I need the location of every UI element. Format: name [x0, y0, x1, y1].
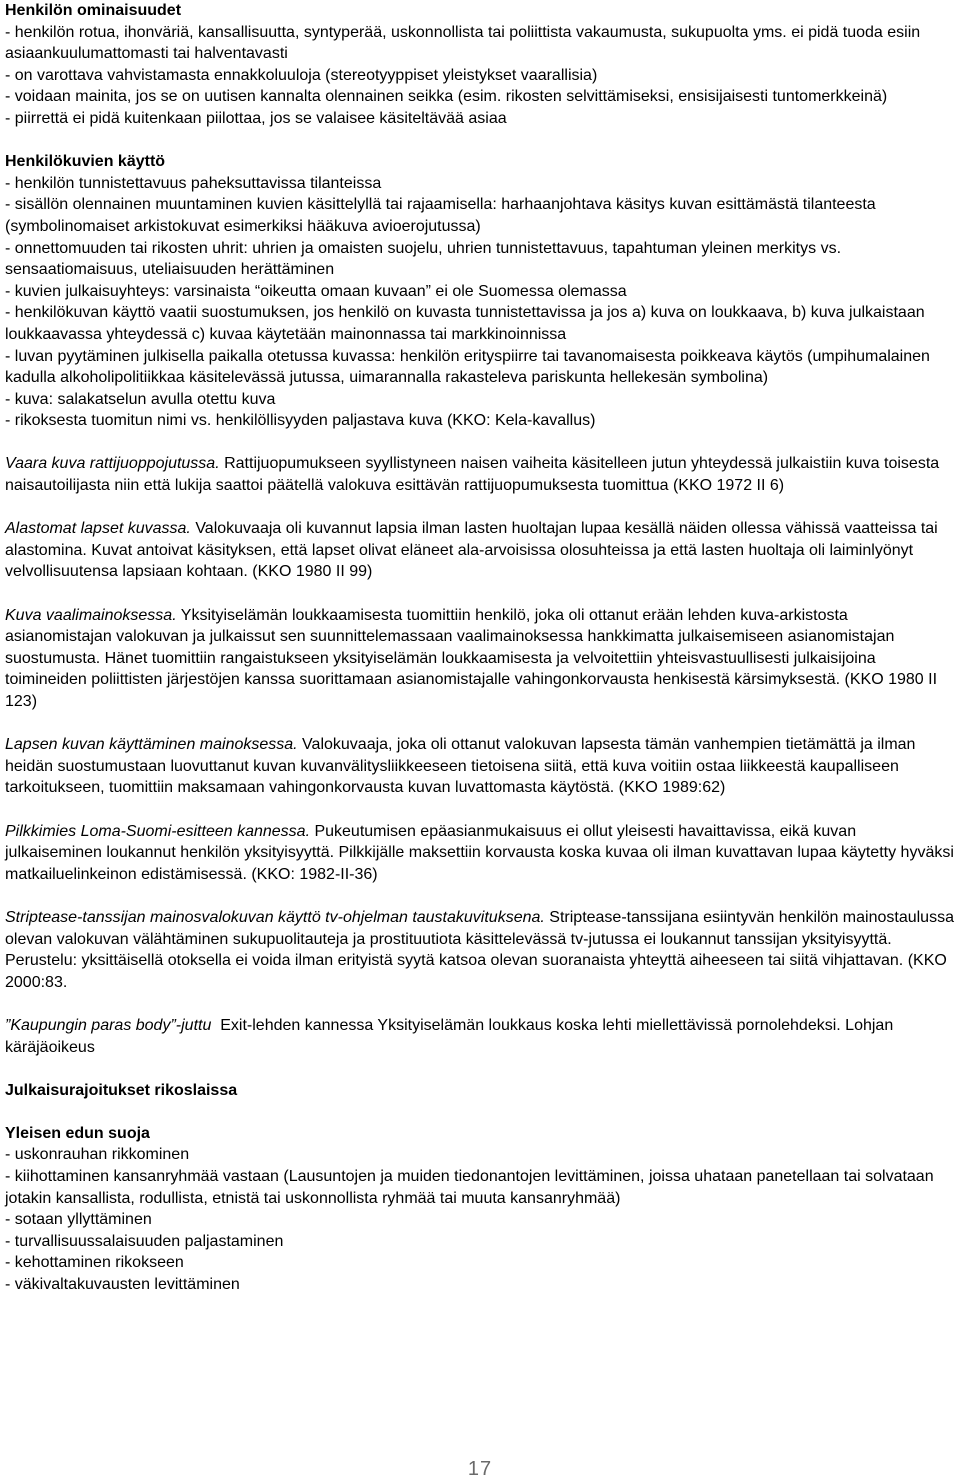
list-item: - onnettomuuden tai rikosten uhrit: uhrien ja omaisten suojelu, uhrien tunnistettavuus, tapahtuman yleinen merkitys vs. sensaatiomaisuus, uteliaisuuden herättäminen: [5, 239, 842, 279]
section-heading: Henkilökuvien käyttö: [5, 153, 166, 171]
section-heading: Henkilön ominaisuudet: [5, 2, 182, 19]
case-title: Lapsen kuvan käyttäminen mainoksessa.: [5, 736, 298, 754]
list-item: - sotaan yllyttäminen: [5, 1211, 152, 1229]
list-item: - kehottaminen rikokseen: [5, 1254, 184, 1272]
list-item: - henkilön rotua, ihonväriä, kansallisuutta, syntyperää, uskonnollista tai poliittista vakaumusta, sukupuolta yms. ei pidä tuoda esiin asiaankuulumattomasti tai halventavasti: [5, 23, 921, 63]
case-title: ”Kaupungin paras body”-juttu: [5, 1016, 212, 1034]
list-item: - rikoksesta tuomitun nimi vs. henkilöllisyyden paljastava kuva (KKO: Kela-kavallus): [5, 412, 596, 430]
list-item: - henkilökuvan käyttö vaatii suostumuksen, jos henkilö on kuvasta tunnistettavissa ja jos a) kuva on loukkaava, b) kuva julkaistaan loukkaavassa yhteydessä c) kuvaa käytetään mainonnassa tai markkinoinnissa: [5, 304, 925, 343]
section-public-interest: [5, 1123, 957, 1296]
case-text: Rattijuopumukseen syyllistyneen naisen vaiheita käsitelleen jutun yhteydessä julkaistiin kuva toisesta naisautoilijasta niin että lukija saattoi päätellä valokuva esittävän rattijuopumuksesta tuomittua (KKO 1972 II 6): [5, 455, 940, 495]
list-item: - sisällön olennainen muuntaminen kuvien käsittelyllä tai rajaamisella: harhaanjohtava käsitys kuvan esittämästä tilanteesta (symbolinomaiset arkistokuvat esimerkiksi hääkuva avioerojutussa): [5, 196, 876, 235]
case-text: Striptease-tanssijana esiintyvän henkilön mainostaulussa olevan valokuvan välähtäminen sukupuolitauteja ja prostituutiota käsittelevässä tv-jutussa ei loukannut tanssijan yksityisyyttä. Perustelu: yksittäisellä otoksella ei voida ilman erityistä syytä katsoa olevan suoranaista yhteyttä aiheeseen tai siitä vihjattavan. (KKO 2000:83.: [5, 908, 954, 991]
list-item: - väkivaltakuvausten levittäminen: [5, 1276, 240, 1294]
case-text: Exit-lehden kannessa Yksityiselämän loukkaus koska lehti miellettävissä pornolehdeksi. Lohjan käräjäoikeus: [5, 1016, 898, 1056]
list-item: - luvan pyytäminen julkisella paikalla otetussa kuvassa: henkilön erityspiirre tai tavanomaisesta poikkeava käytös (umpihumalainen kadulla alkoholipolitiikkaa käsitelevässä jutussa, uimarannalla rakasteleva pariskunta hellekesän symbolina): [5, 347, 930, 387]
case-title: Alastomat lapset kuvassa.: [5, 520, 191, 538]
list-item: - henkilön tunnistettavuus paheksuttavissa tilanteissa: [5, 174, 382, 192]
case-paragraph: [5, 453, 957, 496]
case-paragraph: [5, 1015, 957, 1058]
list-item: - kiihottaminen kansanryhmää vastaan (Lausuntojen ja muiden tiedonantojen levittäminen, joissa uhataan panetellaan tai solvataan jotakin kansallista, rodullista, etnistä tai uskonnollista ryhmää tai muuta kansanryhmää): [5, 1168, 934, 1207]
section-person-photos: [5, 151, 957, 432]
document-body: [5, 0, 957, 1296]
list-item: - turvallisuussalaisuuden paljastaminen: [5, 1232, 284, 1250]
list-item: - kuva: salakatselun avulla otettu kuva: [5, 390, 276, 408]
case-paragraph: [5, 518, 957, 583]
case-paragraph: [5, 605, 957, 713]
case-text: Pukeutumisen epäasianmukaisuus ei ollut yleisesti havaittavissa, eikä kuvan julkaiseminen loukannut henkilön yksityisyyttä. Pilkkijälle maksettiin korvausta koska kuvaa oli ilman kuvattavan lupaa käytetty hyväksi matkailuelinkeinon edistämisessä. (KKO: 1982-II-36): [5, 822, 954, 883]
section-heading: Julkaisurajoitukset rikoslaissa: [5, 1081, 238, 1099]
case-text: Valokuvaaja oli kuvannut lapsia ilman lasten huoltajan lupaa kesällä näiden ollessa vähissä vaatteissa tai alastomina. Kuvat antoivat käsityksen, että lapset olivat eläneet ala-arvoisissa olosuhteissa ja että lasten huoltaja oli laiminlyönyt velvollisuutensa lapsiaan kohtaan. (KKO 1980 II 99): [5, 520, 938, 581]
case-title: Striptease-tanssijan mainosvalokuvan käyttö tv-ohjelman taustakuvituksena.: [5, 908, 545, 926]
page-number: 17: [467, 1458, 493, 1480]
list-item: - uskonrauhan rikkominen: [5, 1146, 190, 1164]
list-item: - piirrettä ei pidä kuitenkaan piilottaa, jos se valaisee käsiteltävää asiaa: [5, 109, 507, 127]
case-paragraph: [5, 907, 957, 993]
case-text: Yksityiselämän loukkaamisesta tuomittiin henkilö, joka oli ottanut erään lehden kuva-arkistosta asianomistajan valokuvan ja julkaissut sen suunnittelemassaan vaalimainoksessa hankkimatta julkaisemiseen asianomistajan suostumusta. Hänet tuomittiin rangaistukseen yksityiselämän loukkaamisesta ja velvoitettiin yhteisvastuullisesti julkaisijoina toimineiden poliittisten järjestöjen kanssa suorittamaan asianomistajalle vahingonkorvausta henkisestä kärsimyksestä. (KKO 1980 II 123): [5, 606, 938, 710]
list-item: - voidaan mainita, jos se on uutisen kannalta olennainen seikka (esim. rikosten selvittämiseksi, ensisijaisesti tuntomerkkeinä): [5, 88, 888, 106]
list-item: - kuvien julkaisuyhteys: varsinaista “oikeutta omaan kuvaan” ei ole Suomessa olemassa: [5, 282, 627, 300]
case-paragraph: [5, 821, 957, 886]
section-person-characteristics: [5, 0, 957, 130]
case-title: Pilkkimies Loma-Suomi-esitteen kannessa.: [5, 822, 311, 840]
list-item: - on varottava vahvistamasta ennakkoluuloja (stereotyyppiset yleistykset vaarallisia): [5, 66, 598, 84]
case-paragraph: [5, 734, 957, 799]
section-heading: Yleisen edun suoja: [5, 1124, 150, 1142]
case-title: Kuva vaalimainoksessa.: [5, 606, 177, 624]
case-title: Vaara kuva rattijuoppojutussa.: [5, 455, 220, 473]
case-text: Valokuvaaja, joka oli ottanut valokuvan lapsesta tämän vanhempien tietämättä ja ilman heidän suostumustaan luovuttanut kuvan kuvanvälitysliikkeeseen tietoisena siitä, että kuva voitiin ostaa liikkeestä kaupalliseen tarkoitukseen, tuomittiin maksamaan vahingonkorvausta kuvan luvattomasta käytöstä. (KKO 1989:62): [5, 736, 916, 797]
